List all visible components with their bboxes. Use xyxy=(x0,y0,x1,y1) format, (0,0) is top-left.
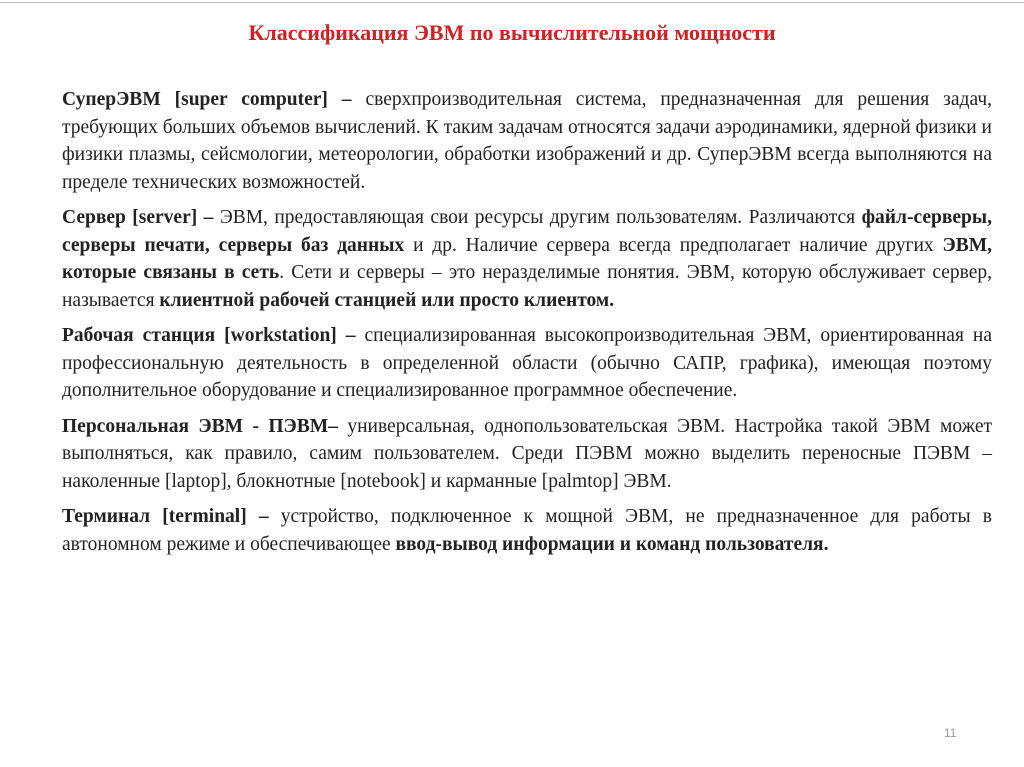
definition-server-part2: и др. Наличие сервера всегда предполагает наличие других xyxy=(404,234,943,256)
definition-server-part1: ЭВМ, предоставляющая свои ресурсы другим пользователям. Различаются xyxy=(213,207,862,228)
paragraph-workstation xyxy=(62,322,992,405)
term-terminal: Терминал [terminal] – xyxy=(62,506,269,527)
client-workstation: клиентной рабочей станцией или просто клиентом. xyxy=(159,289,615,311)
term-supercomputer: СуперЭВМ [super computer] – xyxy=(62,89,352,110)
definition-supercomputer: сверхпроизводительная система, предназначенная для решения задач, требующих больших объемов вычислений. К таким задачам относятся задачи аэродинамики, ядерной физики и физики плазмы, сейсмологии, метеорологии, обработки изображений и др. СуперЭВМ всегда выполняются на пределе технических возможностей. xyxy=(62,89,992,193)
page-number: 11 xyxy=(944,726,957,740)
top-divider xyxy=(0,2,1024,3)
term-workstation: Рабочая станция [workstation] – xyxy=(62,325,356,346)
networked-computers: ЭВМ, которые связаны в сеть xyxy=(62,234,993,283)
paragraph-supercomputer xyxy=(62,86,992,196)
slide-content xyxy=(62,86,992,566)
definition-terminal: устройство, подключенное к мощной ЭВМ, не предназначенное для работы в автономном режиме и обеспечивающее xyxy=(62,506,992,555)
definition-server-part3: . Сети и серверы – это неразделимые понятия. ЭВМ, которую обслуживает сервер, называется xyxy=(62,262,992,311)
slide-title: Классификация ЭВМ по вычислительной мощности xyxy=(248,20,776,45)
definition-workstation: специализированная высокопроизводительная ЭВМ, ориентированная на профессиональную деятельность в определенной области (обычно САПР, графика), имеющая поэтому дополнительное оборудование и специализированное программное обеспечение. xyxy=(62,325,992,401)
io-information: ввод-вывод информации и команд пользователя. xyxy=(395,533,829,555)
paragraph-server xyxy=(62,204,992,314)
term-personal-computer: Персональная ЭВМ - ПЭВМ– xyxy=(62,415,338,437)
definition-personal-computer: универсальная, однопользовательская ЭВМ. Настройка такой ЭВМ может выполняться, как правило, самим пользователем. Среди ПЭВМ можно выделить переносные ПЭВМ – наколенные [laptop], блокнотные [notebook] и карманные [palmtop] ЭВМ. xyxy=(62,415,993,492)
paragraph-personal-computer xyxy=(62,413,992,496)
term-server: Сервер [server] – xyxy=(62,207,214,228)
paragraph-terminal xyxy=(62,503,992,558)
server-types: файл-серверы, серверы печати, серверы баз данных xyxy=(62,207,992,256)
